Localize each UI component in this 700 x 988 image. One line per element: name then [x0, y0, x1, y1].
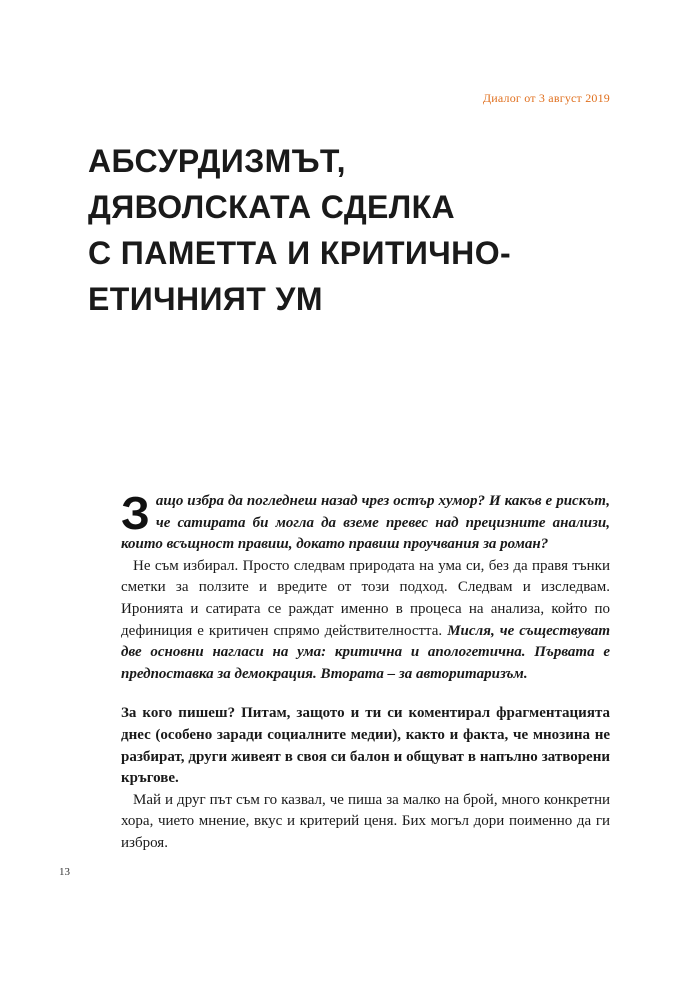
answer-1 [121, 556, 610, 686]
chapter-title [88, 138, 628, 322]
question-1 [121, 487, 610, 556]
question-2-text: За кого пишеш? Питам, защото и ти си коментирал фрагментацията днес (особено заради социалните медии), както и факта, че мнозина не разбират, други живеят в своя си балон и общуват в напълно затворени кръгове. [121, 705, 610, 787]
title-line: АБСУРДИЗМЪТ, [88, 143, 346, 179]
dialog-date-note: Диалог от 3 август 2019 [482, 91, 610, 105]
answer-2-text: Май и друг път съм го казвал, че пиша за малко на брой, много конкретни хора, чието мнение, вкус и критерий ценя. Бих могъл дори поименно да ги изброя. [121, 791, 610, 851]
interview-body [121, 487, 610, 855]
answer-1-emphasis: Мисля, че съществуват две основни нагласи на ума: критична и апологетична. Първата е предпоставка за демокрация. Втората – за авторитаризъм. [121, 622, 610, 682]
question-2 [121, 703, 610, 789]
drop-cap: З [121, 487, 150, 539]
answer-1-text: Не съм избирал. Просто следвам природата на ума си, без да правя тънки сметки за ползите и вредите от този подход. Следвам и изследвам. Иронията и сатирата се раждат именно в процеса на анализа, който по дефиниция е критичен спрямо действителността. [121, 557, 610, 639]
question-1-text: ащо избра да погледнеш назад чрез остър хумор? И какъв е рискът, че сатирата би могла да вземе превес над прецизните анализи, които всъщност правиш, докато правиш проучвания за роман? [121, 493, 610, 553]
title-line: ЕТИЧНИЯТ УМ [88, 281, 323, 317]
title-line: ДЯВОЛСКАТА СДЕЛКА [88, 189, 456, 225]
title-line: С ПАМЕТТА И КРИТИЧНО- [88, 235, 512, 271]
page-number: 13 [59, 866, 70, 878]
answer-2 [121, 790, 610, 855]
